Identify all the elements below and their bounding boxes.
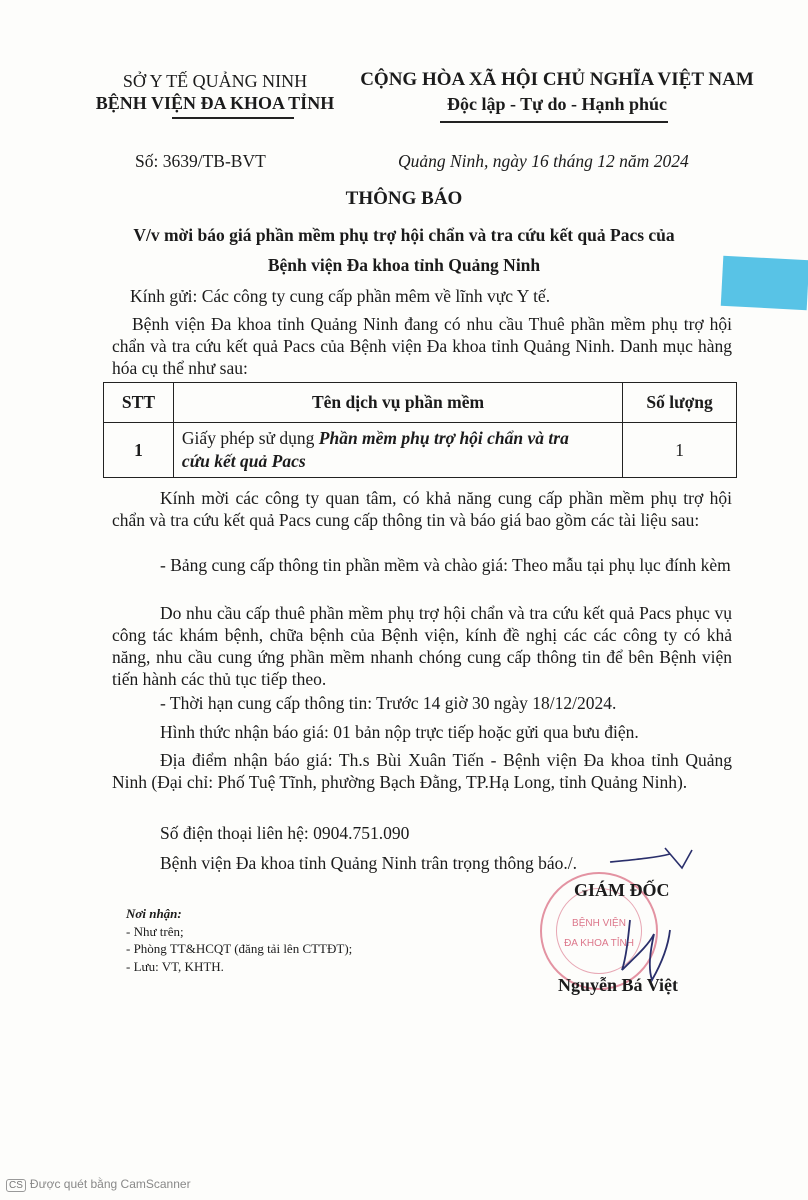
camscanner-logo-icon: CS xyxy=(6,1179,26,1192)
subject-line-2: Bệnh viện Đa khoa tỉnh Quảng Ninh xyxy=(267,255,541,275)
table-row xyxy=(104,423,737,478)
issuer-underline xyxy=(172,117,294,119)
receiving-address-paragraph: Địa điểm nhận báo giá: Th.s Bùi Xuân Tiến - Bệnh viện Đa khoa tỉnh Quảng Ninh (Đại chỉ: Phố Tuệ Tĩnh, phường Bạch Đằng, TP.Hạ Long, tỉnh Quảng Ninh). xyxy=(112,750,732,792)
header-stt: STT xyxy=(104,383,174,423)
document-title: THÔNG BÁO xyxy=(345,188,463,209)
recipient-item: - Phòng TT&HCQT (đăng tải lên CTTĐT); xyxy=(126,941,353,956)
signer-position: GIÁM ĐỐC xyxy=(574,880,670,900)
deadline-line: - Thời hạn cung cấp thông tin: Trước 14 giờ 30 ngày 18/12/2024. xyxy=(160,693,617,713)
place-date: Quảng Ninh, ngày 16 tháng 12 năm 2024 xyxy=(398,151,689,171)
motto-underline xyxy=(440,121,668,123)
contact-phone-line: Số điện thoại liên hệ: 0904.751.090 xyxy=(160,823,410,843)
scanner-footer xyxy=(6,1177,191,1192)
national-block xyxy=(352,68,762,116)
table-header-row xyxy=(104,383,737,423)
signer-name: Nguyễn Bá Việt xyxy=(558,975,679,995)
closing-line: Bệnh viện Đa khoa tỉnh Quảng Ninh trân trọng thông báo./. xyxy=(160,853,578,873)
recipients-block xyxy=(126,905,352,975)
hospital-name: BỆNH VIỆN ĐA KHOA TỈNH xyxy=(95,93,335,113)
row-service-name xyxy=(173,423,622,478)
stamp-text-line-1: BỆNH VIỆN xyxy=(572,918,626,929)
handwritten-signature-icon xyxy=(570,840,710,1000)
issuer-block xyxy=(80,70,350,114)
header-quantity: Số lượng xyxy=(623,383,737,423)
goods-table xyxy=(103,382,737,478)
service-name-prefix: Giấy phép sử dụng xyxy=(181,428,319,448)
recipients-title: Nơi nhận: xyxy=(126,906,182,921)
ministry-name: SỞ Y TẾ QUẢNG NINH xyxy=(122,71,308,91)
subject-line-1: V/v mời báo giá phần mềm phụ trợ hội chẩn và tra cứu kết quả Pacs của xyxy=(133,225,675,245)
service-name-emphasis-2: cứu kết quả Pacs xyxy=(181,451,306,471)
receiving-form-line: Hình thức nhận báo giá: 01 bản nộp trực tiếp hoặc gửi qua bưu điện. xyxy=(160,722,639,742)
document-item-1: - Bảng cung cấp thông tin phần mềm và chào giá: Theo mẫu tại phụ lục đính kèm xyxy=(160,555,731,575)
scanner-footer-text: Được quét bằng CamScanner xyxy=(29,1177,191,1191)
service-name-emphasis-1: Phần mềm phụ trợ hội chẩn và tra xyxy=(318,428,569,448)
reason-paragraph: Do nhu cầu cấp thuê phần mềm phụ trợ hội chẩn và tra cứu kết quả Pacs phục vụ công tác khám bệnh, chữa bệnh của Bệnh viện, kính đề nghị các các công ty có khả năng, nhu cầu cung ứng phần mềm nhanh chóng cung cấp thông tin để bên Bệnh viện tiến hành các thủ tục tiếp theo. xyxy=(112,603,732,689)
stamp-text-line-2: ĐA KHOA TỈNH xyxy=(564,938,634,949)
recipient-item: - Lưu: VT, KHTH. xyxy=(126,958,224,974)
greeting: Kính gửi: Các công ty cung cấp phần mêm về lĩnh vực Y tế. xyxy=(130,286,551,306)
motto: Độc lập - Tự do - Hạnh phúc xyxy=(446,94,668,114)
header-service-name: Tên dịch vụ phần mềm xyxy=(173,383,622,423)
row-stt: 1 xyxy=(104,423,174,478)
intro-paragraph: Bệnh viện Đa khoa tỉnh Quảng Ninh đang có nhu cầu Thuê phần mềm phụ trợ hội chẩn và tra cứu kết quả Pacs của Bệnh viện Đa khoa tỉnh Quảng Ninh. Danh mục hàng hóa cụ thể như sau: xyxy=(112,314,732,378)
country-name: CỘNG HÒA XÃ HỘI CHỦ NGHĨA VIỆT NAM xyxy=(360,69,754,90)
document-number: Số: 3639/TB-BVT xyxy=(135,151,266,171)
recipient-item: - Như trên; xyxy=(126,923,184,939)
invite-paragraph: Kính mời các công ty quan tâm, có khả năng cung cấp phần mềm phụ trợ hội chẩn và tra cứu kết quả Pacs cung cấp thông tin và báo giá bao gồm các tài liệu sau: xyxy=(112,488,732,530)
row-quantity: 1 xyxy=(623,423,737,478)
